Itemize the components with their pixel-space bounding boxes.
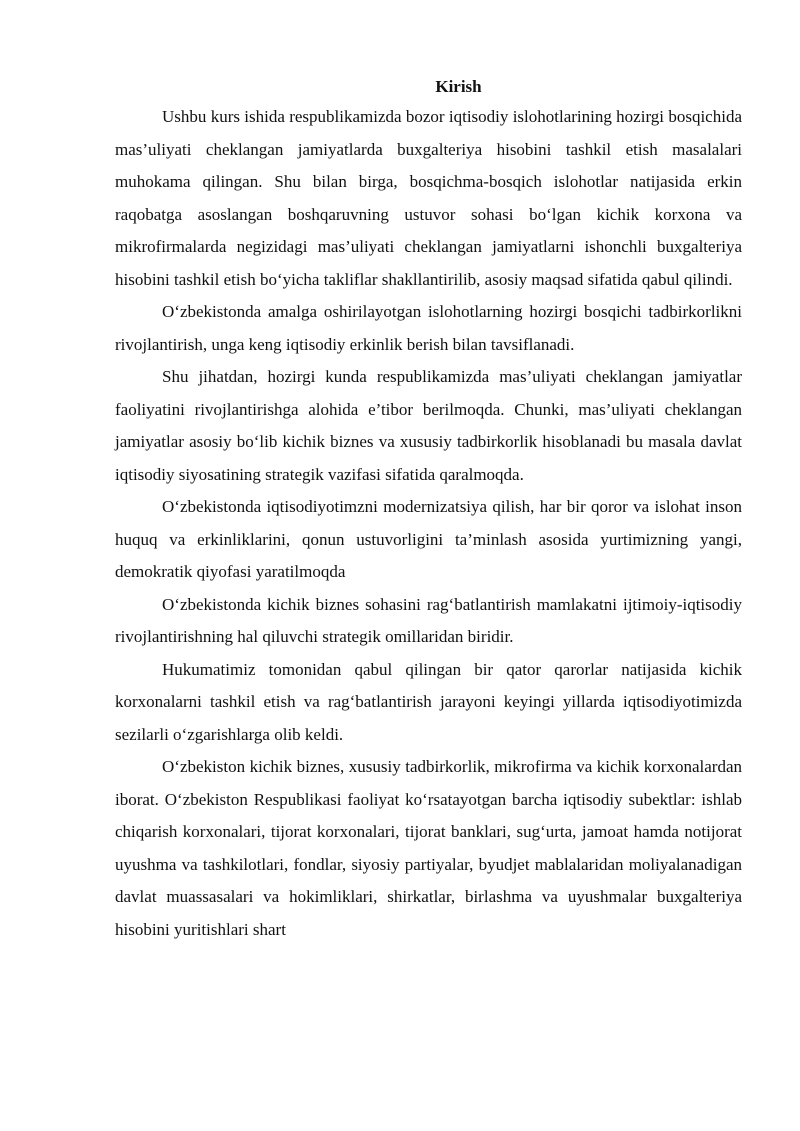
paragraph-4: O‘zbekistonda iqtisodiyotimzni modernizatsiya qilish, har bir qoror va islohat inson huquq va erkinliklarini, qonun ustuvorligini ta’minlash asosida yurtimizning yangi, demokratik qiyofasi yaratilmoqda [115,497,742,581]
paragraph-1: Ushbu kurs ishida respublikamizda bozor iqtisodiy islohotlarining hozirgi bosqichida mas’uliyati cheklangan jamiyatlarda buxgalteriya hisobini tashkil etish masalalari muhokama qilingan. Shu bilan birga, bosqichma-bosqich islohotlar natijasida erkin raqobatga asoslangan boshqaruvning ustuvor sohasi bo‘lgan kichik korxona va mikrofirmalarda negizidagi mas’uliyati cheklangan jamiyatlarni ishonchli buxgalteriya hisobini tashkil etish bo‘yicha takliflar shakllantirilib, asosiy maqsad sifatida qabul qilindi. [115,107,742,289]
document-body [115,73,742,946]
document-title: Kirish [435,77,482,96]
paragraph-6: Hukumatimiz tomonidan qabul qilingan bir qator qarorlar natijasida kichik korxonalarni tashkil etish va rag‘batlantirish jarayoni keyingi yillarda iqtisodiyotimizda sezilarli o‘zgarishlarga olib keldi. [115,659,742,744]
paragraph-5: O‘zbekistonda kichik biznes sohasini rag‘batlantirish mamlakatni ijtimoiy-iqtisodiy rivojlantirishning hal qiluvchi strategik omillaridan biridir. [115,594,742,646]
paragraph-7: O‘zbekiston kichik biznes, xususiy tadbirkorlik, mikrofirma va kichik korxonalardan iborat. O‘zbekiston Respublikasi faoliyat ko‘rsatayotgan barcha iqtisodiy subektlar: ishlab chiqarish korxonalari, tijorat korxonalari, tijorat banklari, sug‘urta, jamoat hamda notijorat uyushma va tashkilotlari, fondlar, siyosiy partiyalar, byudjet mablalaridan moliyalanadigan davlat muassasalari va hokimliklari, shirkatlar, birlashma va uyushmalar buxgalteriya hisobini yuritishlari shart [115,757,742,939]
paragraph-3: Shu jihatdan, hozirgi kunda respublikamizda mas’uliyati cheklangan jamiyatlar faoliyatini rivojlantirishga alohida e’tibor berilmoqda. Chunki, mas’uliyati cheklangan jamiyatlar asosiy bo‘lib kichik biznes va xususiy tadbirkorlik hisoblanadi bu masala davlat iqtisodiy siyosatining strategik vazifasi sifatida qaralmoqda. [115,367,742,484]
paragraph-2: O‘zbekistonda amalga oshirilayotgan islohotlarning hozirgi bosqichi tadbirkorlikni rivojlantirish, unga keng iqtisodiy erkinlik berish bilan tavsiflanadi. [115,302,742,354]
